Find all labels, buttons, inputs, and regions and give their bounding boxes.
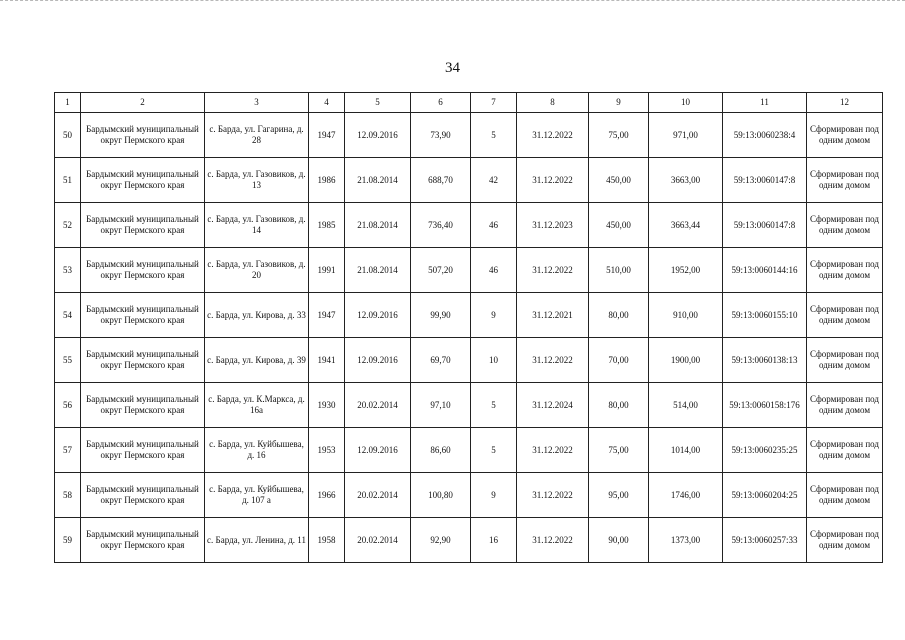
table-row	[55, 518, 883, 563]
residents-cell: 9	[471, 293, 517, 338]
address-cell: с. Барда, ул. Ленина, д. 11	[205, 518, 309, 563]
address-cell: с. Барда, ул. Газовиков, д. 20	[205, 248, 309, 293]
municipality-cell: Бардымский муниципальный округ Пермского края	[81, 518, 205, 563]
municipality-cell: Бардымский муниципальный округ Пермского края	[81, 428, 205, 473]
row-number: 53	[55, 248, 81, 293]
status-cell: Сформирован под одним домом	[807, 203, 883, 248]
area-cell: 736,40	[411, 203, 471, 248]
area-cell: 73,90	[411, 113, 471, 158]
table-row	[55, 113, 883, 158]
column-header-9: 9	[589, 93, 649, 113]
row-number: 59	[55, 518, 81, 563]
deadline-cell: 31.12.2022	[517, 158, 589, 203]
area-cell: 86,60	[411, 428, 471, 473]
column-header-12: 12	[807, 93, 883, 113]
municipality-cell: Бардымский муниципальный округ Пермского края	[81, 158, 205, 203]
municipality-cell: Бардымский муниципальный округ Пермского края	[81, 203, 205, 248]
area-cell: 92,90	[411, 518, 471, 563]
date-cell: 20.02.2014	[345, 473, 411, 518]
year-cell: 1953	[309, 428, 345, 473]
residents-cell: 16	[471, 518, 517, 563]
area-cell: 100,80	[411, 473, 471, 518]
cadastral-number-cell: 59:13:0060147:8	[723, 203, 807, 248]
status-cell: Сформирован под одним домом	[807, 473, 883, 518]
address-cell: с. Барда, ул. Гагарина, д. 28	[205, 113, 309, 158]
table-row	[55, 203, 883, 248]
status-cell: Сформирован под одним домом	[807, 338, 883, 383]
table-row	[55, 383, 883, 428]
plot-area-cell: 95,00	[589, 473, 649, 518]
address-cell: с. Барда, ул. Кирова, д. 39	[205, 338, 309, 383]
table-row	[55, 248, 883, 293]
address-cell: с. Барда, ул. Кирова, д. 33	[205, 293, 309, 338]
residents-cell: 5	[471, 383, 517, 428]
municipality-cell: Бардымский муниципальный округ Пермского края	[81, 473, 205, 518]
municipality-cell: Бардымский муниципальный округ Пермского края	[81, 338, 205, 383]
column-header-3: 3	[205, 93, 309, 113]
page-number: 34	[445, 60, 460, 76]
address-cell: с. Барда, ул. Куйбышева, д. 16	[205, 428, 309, 473]
status-cell: Сформирован под одним домом	[807, 518, 883, 563]
plot-area-cell: 90,00	[589, 518, 649, 563]
year-cell: 1941	[309, 338, 345, 383]
cost-cell: 1900,00	[649, 338, 723, 383]
table-row	[55, 158, 883, 203]
status-cell: Сформирован под одним домом	[807, 248, 883, 293]
year-cell: 1947	[309, 293, 345, 338]
cost-cell: 1373,00	[649, 518, 723, 563]
date-cell: 20.02.2014	[345, 518, 411, 563]
cadastral-number-cell: 59:13:0060204:25	[723, 473, 807, 518]
row-number: 52	[55, 203, 81, 248]
deadline-cell: 31.12.2022	[517, 248, 589, 293]
plot-area-cell: 80,00	[589, 293, 649, 338]
date-cell: 12.09.2016	[345, 293, 411, 338]
row-number: 56	[55, 383, 81, 428]
date-cell: 20.02.2014	[345, 383, 411, 428]
year-cell: 1947	[309, 113, 345, 158]
cost-cell: 514,00	[649, 383, 723, 428]
status-cell: Сформирован под одним домом	[807, 428, 883, 473]
municipality-cell: Бардымский муниципальный округ Пермского края	[81, 113, 205, 158]
plot-area-cell: 510,00	[589, 248, 649, 293]
cadastral-number-cell: 59:13:0060138:13	[723, 338, 807, 383]
municipality-cell: Бардымский муниципальный округ Пермского края	[81, 383, 205, 428]
plot-area-cell: 70,00	[589, 338, 649, 383]
plot-area-cell: 80,00	[589, 383, 649, 428]
year-cell: 1991	[309, 248, 345, 293]
residents-cell: 46	[471, 248, 517, 293]
deadline-cell: 31.12.2021	[517, 293, 589, 338]
column-header-7: 7	[471, 93, 517, 113]
table-row	[55, 293, 883, 338]
cost-cell: 3663,00	[649, 158, 723, 203]
plot-area-cell: 450,00	[589, 203, 649, 248]
deadline-cell: 31.12.2022	[517, 518, 589, 563]
deadline-cell: 31.12.2022	[517, 113, 589, 158]
cadastral-number-cell: 59:13:0060235:25	[723, 428, 807, 473]
cost-cell: 971,00	[649, 113, 723, 158]
deadline-cell: 31.12.2022	[517, 473, 589, 518]
plot-area-cell: 450,00	[589, 158, 649, 203]
cadastral-number-cell: 59:13:0060238:4	[723, 113, 807, 158]
municipality-cell: Бардымский муниципальный округ Пермского края	[81, 248, 205, 293]
address-cell: с. Барда, ул. К.Маркса, д. 16а	[205, 383, 309, 428]
area-cell: 69,70	[411, 338, 471, 383]
table-row	[55, 428, 883, 473]
column-header-8: 8	[517, 93, 589, 113]
year-cell: 1985	[309, 203, 345, 248]
area-cell: 507,20	[411, 248, 471, 293]
table-header	[55, 93, 883, 113]
cadastral-number-cell: 59:13:0060144:16	[723, 248, 807, 293]
header-row	[55, 93, 883, 113]
plot-area-cell: 75,00	[589, 428, 649, 473]
year-cell: 1930	[309, 383, 345, 428]
residents-cell: 42	[471, 158, 517, 203]
cadastral-number-cell: 59:13:0060147:8	[723, 158, 807, 203]
row-number: 51	[55, 158, 81, 203]
column-header-2: 2	[81, 93, 205, 113]
status-cell: Сформирован под одним домом	[807, 383, 883, 428]
housing-registry-table	[54, 92, 883, 563]
column-header-5: 5	[345, 93, 411, 113]
cadastral-number-cell: 59:13:0060158:176	[723, 383, 807, 428]
row-number: 54	[55, 293, 81, 338]
deadline-cell: 31.12.2023	[517, 203, 589, 248]
cadastral-number-cell: 59:13:0060257:33	[723, 518, 807, 563]
residents-cell: 10	[471, 338, 517, 383]
date-cell: 12.09.2016	[345, 428, 411, 473]
date-cell: 12.09.2016	[345, 113, 411, 158]
year-cell: 1958	[309, 518, 345, 563]
deadline-cell: 31.12.2022	[517, 428, 589, 473]
address-cell: с. Барда, ул. Газовиков, д. 13	[205, 158, 309, 203]
column-header-11: 11	[723, 93, 807, 113]
address-cell: с. Барда, ул. Куйбышева, д. 107 а	[205, 473, 309, 518]
date-cell: 21.08.2014	[345, 203, 411, 248]
column-header-4: 4	[309, 93, 345, 113]
table-row	[55, 338, 883, 383]
cost-cell: 3663,44	[649, 203, 723, 248]
date-cell: 21.08.2014	[345, 158, 411, 203]
column-header-6: 6	[411, 93, 471, 113]
row-number: 57	[55, 428, 81, 473]
municipality-cell: Бардымский муниципальный округ Пермского края	[81, 293, 205, 338]
address-cell: с. Барда, ул. Газовиков, д. 14	[205, 203, 309, 248]
status-cell: Сформирован под одним домом	[807, 158, 883, 203]
row-number: 55	[55, 338, 81, 383]
area-cell: 97,10	[411, 383, 471, 428]
residents-cell: 5	[471, 113, 517, 158]
cost-cell: 1014,00	[649, 428, 723, 473]
row-number: 50	[55, 113, 81, 158]
residents-cell: 46	[471, 203, 517, 248]
table-body	[55, 113, 883, 563]
cadastral-number-cell: 59:13:0060155:10	[723, 293, 807, 338]
date-cell: 21.08.2014	[345, 248, 411, 293]
residents-cell: 5	[471, 428, 517, 473]
year-cell: 1966	[309, 473, 345, 518]
page-top-edge	[0, 0, 905, 3]
column-header-10: 10	[649, 93, 723, 113]
row-number: 58	[55, 473, 81, 518]
cost-cell: 910,00	[649, 293, 723, 338]
area-cell: 688,70	[411, 158, 471, 203]
column-header-1: 1	[55, 93, 81, 113]
plot-area-cell: 75,00	[589, 113, 649, 158]
cost-cell: 1952,00	[649, 248, 723, 293]
year-cell: 1986	[309, 158, 345, 203]
cost-cell: 1746,00	[649, 473, 723, 518]
deadline-cell: 31.12.2024	[517, 383, 589, 428]
residents-cell: 9	[471, 473, 517, 518]
status-cell: Сформирован под одним домом	[807, 293, 883, 338]
status-cell: Сформирован под одним домом	[807, 113, 883, 158]
table-row	[55, 473, 883, 518]
area-cell: 99,90	[411, 293, 471, 338]
deadline-cell: 31.12.2022	[517, 338, 589, 383]
date-cell: 12.09.2016	[345, 338, 411, 383]
